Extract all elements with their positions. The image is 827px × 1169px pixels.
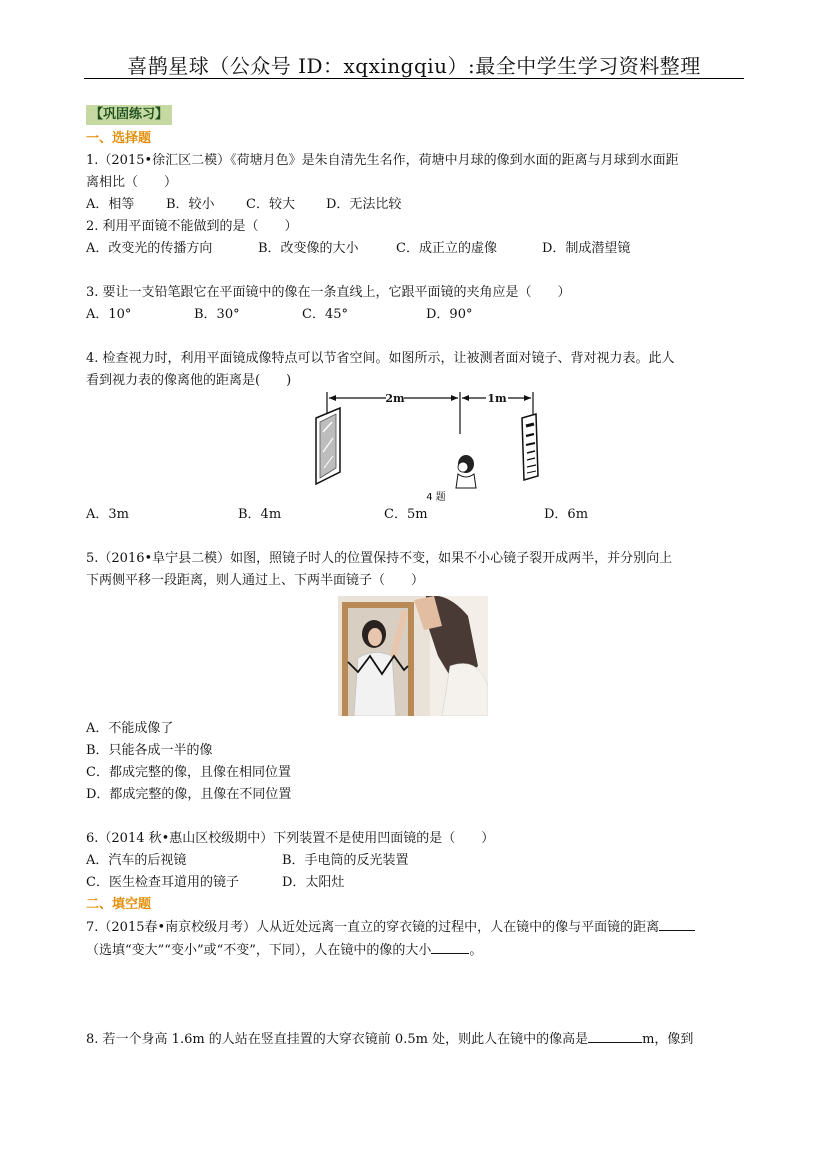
label-1m: 1m	[487, 392, 507, 405]
q2-option-a: A．改变光的传播方向	[86, 241, 213, 256]
q4-figure	[86, 392, 746, 504]
q4-option-d: D．6m	[544, 507, 589, 522]
q7-line2	[86, 939, 746, 962]
q1-option-d: D．无法比较	[326, 197, 402, 212]
q4-option-b: B．4m	[238, 507, 282, 522]
q6-stem: 6.（2014 秋•惠山区校级期中）下列装置不是使用凹面镜的是（ ）	[86, 831, 495, 846]
q6-options-row1	[86, 850, 746, 872]
q5-stem-line2: 下两侧平移一段距离，则人通过上、下两半面镜子（ ）	[86, 573, 425, 588]
q3-option-b: B．30°	[194, 307, 240, 322]
q4-stem-line2: 看到视力表的像离他的距离是( )	[86, 373, 292, 388]
q2-stem: 2. 利用平面镜不能做到的是（ ）	[86, 219, 298, 234]
vision-test-diagram	[86, 392, 746, 504]
q5-figure	[86, 592, 746, 718]
q2-option-c: C．成正立的虚像	[396, 241, 497, 256]
q5-option-d: D．都成完整的像，且像在不同位置	[86, 787, 292, 802]
exercise-tag: 【巩固练习】	[86, 105, 172, 125]
q1-option-b: B．较小	[166, 197, 215, 212]
figure-caption: 4 题	[426, 492, 446, 503]
q1-option-a: A．相等	[86, 197, 135, 212]
q4-option-c: C．5m	[384, 507, 428, 522]
section-fill: 二、填空题	[86, 897, 152, 912]
label-2m: 2m	[385, 392, 405, 405]
q2-option-b: B．改变像的大小	[258, 241, 359, 256]
mirror-icon	[316, 408, 340, 484]
q7-line1-text: 7.（2015春•南京校级月考）人从近处远离一直立的穿衣镜的过程中，人在镜中的像与平面镜的距离	[86, 920, 660, 935]
q2-options	[86, 238, 746, 260]
section-choice: 一、选择题	[86, 131, 152, 146]
q8-blank-1[interactable]	[588, 1028, 642, 1043]
q8-line1	[86, 1028, 746, 1051]
q7-line1	[86, 916, 746, 939]
q5-option-c: C．都成完整的像，且像在相同位置	[86, 765, 291, 780]
person-icon	[456, 455, 476, 488]
document-body	[86, 104, 746, 1051]
q5-stem-line1: 5.（2016•阜宁县二模）如图，照镜子时人的位置保持不变，如果不小心镜子裂开成两半，并分别向上	[86, 551, 673, 566]
q1-options	[86, 194, 746, 216]
q2-option-d: D．制成潜望镜	[542, 241, 631, 256]
q5-option-a: A．不能成像了	[86, 721, 174, 736]
header-rule	[84, 78, 744, 79]
q1-stem-line2: 离相比（ ）	[86, 175, 178, 190]
q3-option-c: C．45°	[302, 307, 348, 322]
q3-stem: 3. 要让一支铅笔跟它在平面镜中的像在一条直线上，它跟平面镜的夹角应是（ ）	[86, 285, 571, 300]
q1-option-c: C．较大	[246, 197, 295, 212]
q7-blank-2[interactable]	[431, 939, 469, 954]
mirror-photo	[338, 596, 488, 716]
q7-blank-1[interactable]	[659, 916, 695, 931]
q3-option-d: D．90°	[426, 307, 473, 322]
q3-options	[86, 304, 746, 326]
q4-stem-line1: 4. 检查视力时，利用平面镜成像特点可以节省空间。如图所示，让被测者面对镜子、背对视力表。此人	[86, 351, 675, 366]
page-header: 喜鹊星球（公众号 ID：xqxingqiu）:最全中学生学习资料整理	[127, 54, 701, 78]
q6-option-b: B．手电筒的反光装置	[282, 853, 409, 868]
q4-options	[86, 504, 746, 526]
q3-option-a: A．10°	[86, 307, 132, 322]
q4-option-a: A．3m	[86, 507, 129, 522]
q7-line2-text: （选填“变大”“变小”或“不变”，下同），人在镜中的像的大小	[86, 943, 432, 958]
q6-option-d: D．太阳灶	[282, 875, 345, 890]
q6-option-c: C．医生检查耳道用的镜子	[86, 875, 239, 890]
q5-option-b: B．只能各成一半的像	[86, 743, 213, 758]
q8-line1-end: m，像到	[642, 1032, 694, 1047]
q8-line1-text: 8. 若一个身高 1.6m 的人站在竖直挂置的大穿衣镜前 0.5m 处，则此人在镜中的像高是	[86, 1032, 589, 1047]
q6-options-row2	[86, 872, 746, 894]
q1-stem-line1: 1.（2015•徐汇区二模）《荷塘月色》是朱自清先生名作，荷塘中月球的像到水面的距离与月球到水面距	[86, 153, 679, 168]
q6-option-a: A．汽车的后视镜	[86, 853, 187, 868]
q7-line2-end: 。	[469, 943, 483, 958]
eye-chart-icon	[522, 414, 538, 480]
